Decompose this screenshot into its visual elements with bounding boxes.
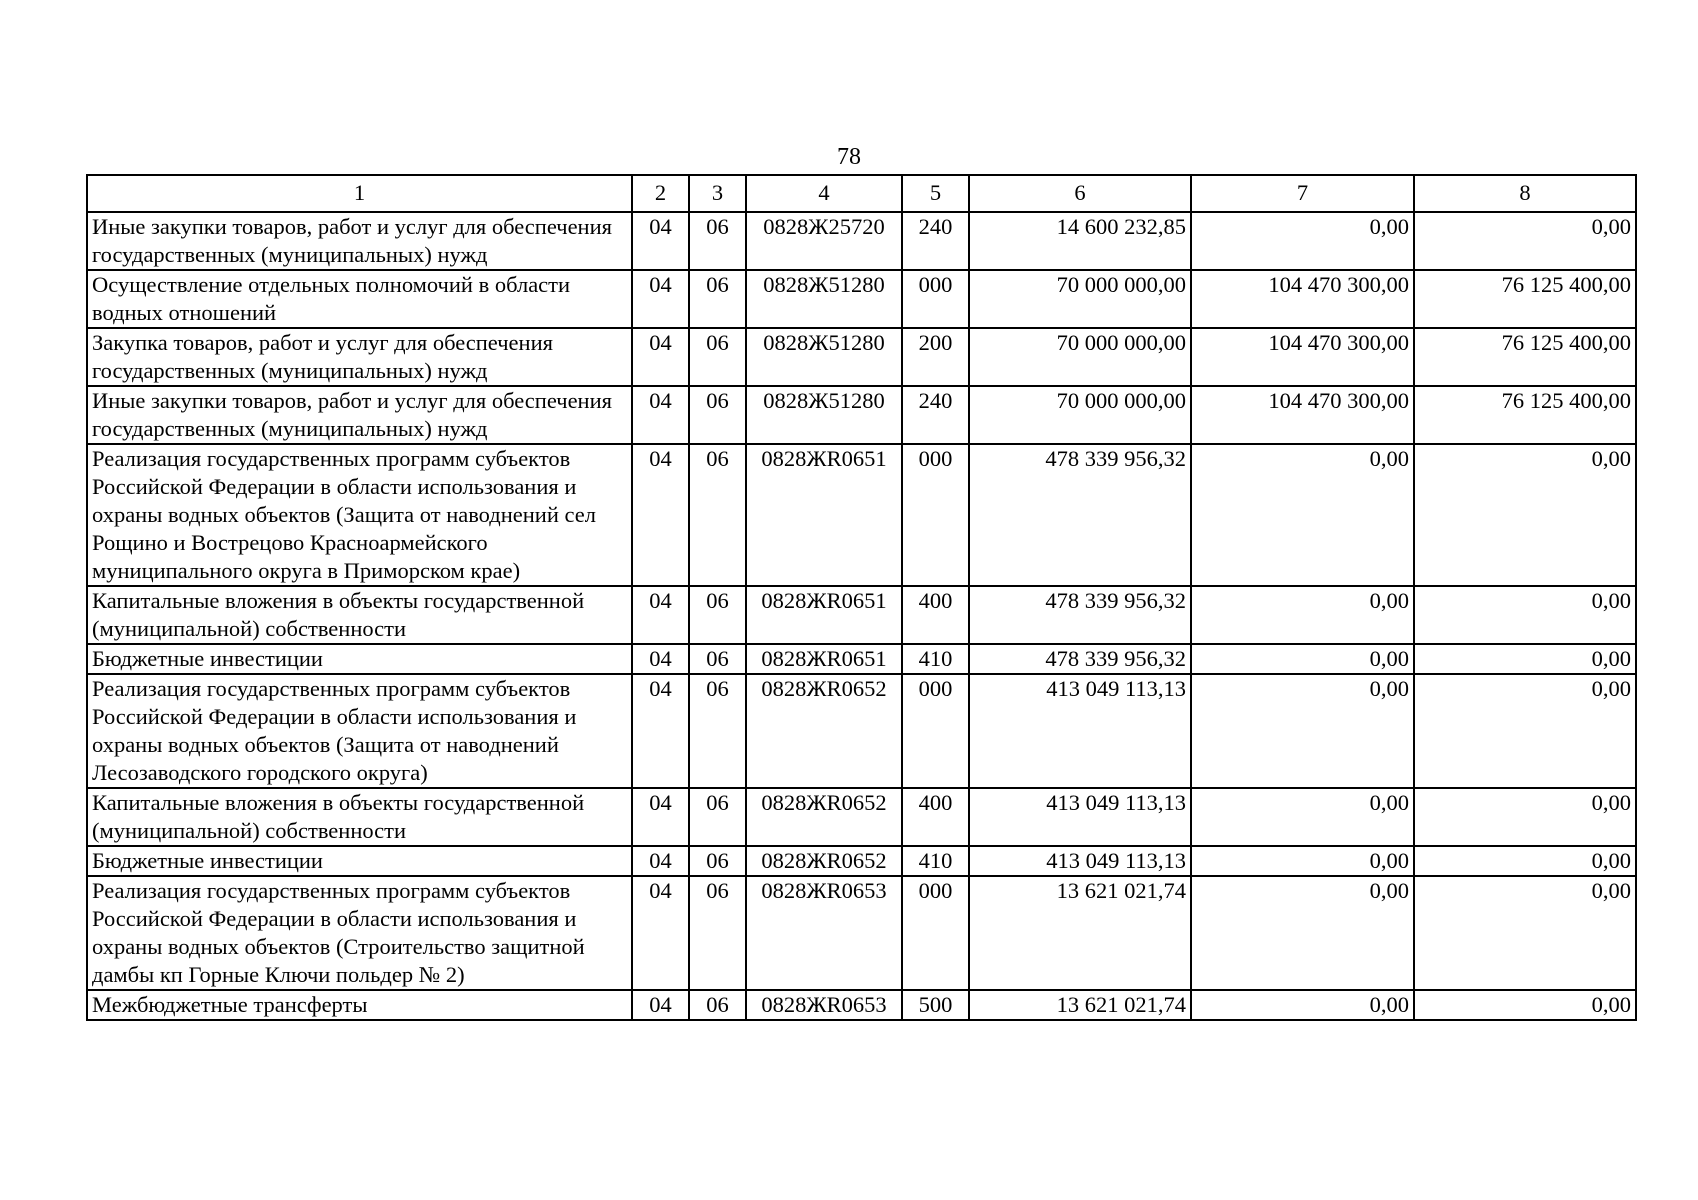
column-header-5: 5 [902,175,969,212]
row-amount-7: 0,00 [1191,990,1414,1020]
table-row [87,644,1636,674]
row-expense-type: 410 [902,846,969,876]
row-amount-8: 0,00 [1414,990,1636,1020]
row-section: 04 [632,644,689,674]
row-amount-6: 70 000 000,00 [969,270,1191,328]
row-amount-6: 478 339 956,32 [969,444,1191,586]
row-expense-type: 000 [902,444,969,586]
row-amount-8: 0,00 [1414,444,1636,586]
row-expense-type: 000 [902,270,969,328]
row-section: 04 [632,990,689,1020]
row-subsection: 06 [689,328,746,386]
row-target-code: 0828ЖR0651 [746,644,902,674]
row-subsection: 06 [689,990,746,1020]
column-header-4: 4 [746,175,902,212]
row-section: 04 [632,328,689,386]
row-amount-6: 13 621 021,74 [969,876,1191,990]
row-section: 04 [632,212,689,270]
column-header-7: 7 [1191,175,1414,212]
row-amount-8: 0,00 [1414,876,1636,990]
row-subsection: 06 [689,876,746,990]
row-amount-7: 104 470 300,00 [1191,386,1414,444]
row-name: Межбюджетные трансферты [87,990,632,1020]
row-section: 04 [632,876,689,990]
row-subsection: 06 [689,846,746,876]
table-row [87,846,1636,876]
table-row [87,788,1636,846]
row-name: Бюджетные инвестиции [87,846,632,876]
row-name: Закупка товаров, работ и услуг для обеспечения государственных (муниципальных) нужд [87,328,632,386]
row-target-code: 0828ЖR0653 [746,876,902,990]
row-section: 04 [632,788,689,846]
row-target-code: 0828Ж51280 [746,328,902,386]
row-amount-8: 76 125 400,00 [1414,386,1636,444]
table-row [87,328,1636,386]
row-name: Реализация государственных программ субъектов Российской Федерации в области использования и охраны водных объектов (Строительство защитной дамбы кп Горные Ключи польдер № 2) [87,876,632,990]
row-amount-6: 70 000 000,00 [969,386,1191,444]
row-amount-7: 0,00 [1191,674,1414,788]
budget-table [86,174,1637,1021]
table-row [87,270,1636,328]
row-expense-type: 240 [902,212,969,270]
row-amount-8: 0,00 [1414,212,1636,270]
column-header-3: 3 [689,175,746,212]
row-target-code: 0828ЖR0652 [746,788,902,846]
row-amount-6: 413 049 113,13 [969,674,1191,788]
table-row [87,586,1636,644]
row-subsection: 06 [689,674,746,788]
row-amount-8: 76 125 400,00 [1414,270,1636,328]
row-amount-8: 0,00 [1414,788,1636,846]
row-section: 04 [632,386,689,444]
row-amount-8: 0,00 [1414,586,1636,644]
row-amount-8: 76 125 400,00 [1414,328,1636,386]
column-header-8: 8 [1414,175,1636,212]
row-subsection: 06 [689,270,746,328]
row-amount-7: 0,00 [1191,788,1414,846]
row-amount-7: 0,00 [1191,212,1414,270]
row-amount-8: 0,00 [1414,644,1636,674]
row-amount-6: 70 000 000,00 [969,328,1191,386]
row-subsection: 06 [689,444,746,586]
row-amount-7: 0,00 [1191,644,1414,674]
row-name: Реализация государственных программ субъектов Российской Федерации в области использования и охраны водных объектов (Защита от наводнений сел Рощино и Вострецово Красноармейского муниципального округа в Приморском крае) [87,444,632,586]
row-amount-7: 0,00 [1191,846,1414,876]
row-subsection: 06 [689,386,746,444]
row-name: Иные закупки товаров, работ и услуг для обеспечения государственных (муниципальных) нужд [87,212,632,270]
row-amount-7: 104 470 300,00 [1191,270,1414,328]
row-name: Бюджетные инвестиции [87,644,632,674]
row-subsection: 06 [689,788,746,846]
row-amount-6: 478 339 956,32 [969,586,1191,644]
row-amount-7: 0,00 [1191,586,1414,644]
row-amount-8: 0,00 [1414,674,1636,788]
row-subsection: 06 [689,644,746,674]
table-row [87,674,1636,788]
row-target-code: 0828ЖR0651 [746,586,902,644]
row-expense-type: 400 [902,788,969,846]
row-section: 04 [632,586,689,644]
row-expense-type: 240 [902,386,969,444]
row-subsection: 06 [689,586,746,644]
column-header-1: 1 [87,175,632,212]
row-amount-6: 14 600 232,85 [969,212,1191,270]
row-name: Капитальные вложения в объекты государственной (муниципальной) собственности [87,788,632,846]
row-target-code: 0828ЖR0652 [746,846,902,876]
row-target-code: 0828Ж51280 [746,270,902,328]
row-amount-7: 104 470 300,00 [1191,328,1414,386]
row-expense-type: 000 [902,876,969,990]
row-section: 04 [632,846,689,876]
row-name: Капитальные вложения в объекты государственной (муниципальной) собственности [87,586,632,644]
table-row [87,444,1636,586]
row-amount-7: 0,00 [1191,444,1414,586]
row-target-code: 0828ЖR0653 [746,990,902,1020]
row-expense-type: 400 [902,586,969,644]
row-expense-type: 500 [902,990,969,1020]
table-row [87,876,1636,990]
row-section: 04 [632,270,689,328]
row-name: Реализация государственных программ субъектов Российской Федерации в области использования и охраны водных объектов (Защита от наводнений Лесозаводского городского округа) [87,674,632,788]
table-row [87,386,1636,444]
row-amount-6: 478 339 956,32 [969,644,1191,674]
column-header-2: 2 [632,175,689,212]
row-section: 04 [632,444,689,586]
row-expense-type: 200 [902,328,969,386]
table-row [87,212,1636,270]
row-expense-type: 000 [902,674,969,788]
row-expense-type: 410 [902,644,969,674]
row-amount-7: 0,00 [1191,876,1414,990]
header-row [87,175,1636,212]
row-amount-8: 0,00 [1414,846,1636,876]
row-name: Осуществление отдельных полномочий в области водных отношений [87,270,632,328]
row-target-code: 0828ЖR0651 [746,444,902,586]
row-target-code: 0828Ж25720 [746,212,902,270]
column-header-6: 6 [969,175,1191,212]
table-row [87,990,1636,1020]
row-amount-6: 13 621 021,74 [969,990,1191,1020]
row-target-code: 0828Ж51280 [746,386,902,444]
row-name: Иные закупки товаров, работ и услуг для обеспечения государственных (муниципальных) нужд [87,386,632,444]
row-subsection: 06 [689,212,746,270]
row-target-code: 0828ЖR0652 [746,674,902,788]
row-section: 04 [632,674,689,788]
page-number: 78 [837,144,861,170]
row-amount-6: 413 049 113,13 [969,788,1191,846]
row-amount-6: 413 049 113,13 [969,846,1191,876]
